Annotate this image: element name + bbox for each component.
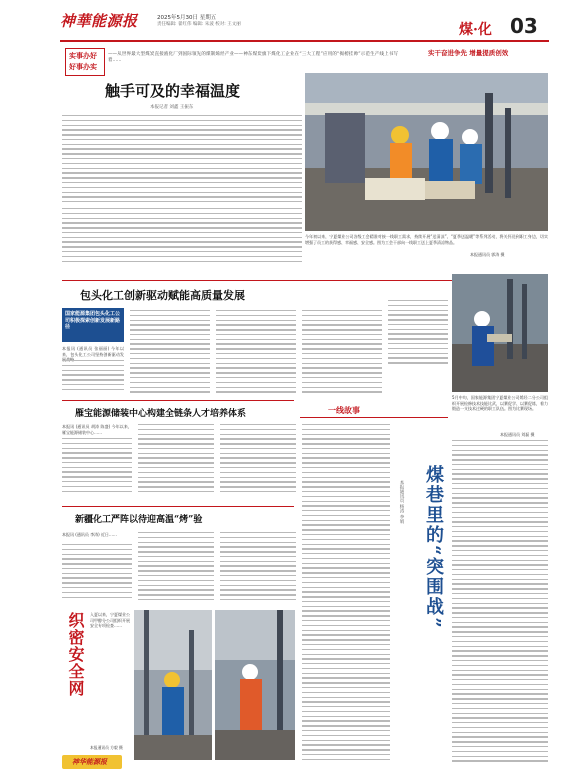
page-number: 03 [510,14,538,38]
slogan: 实干奋进争先 增量提质创效 [428,49,509,57]
feature3-title: 雁宝能源储装中心构建全链条人才培养体系 [75,409,247,419]
feature4-col1 [62,544,132,604]
feature2-lead: 本报讯 (通讯员 张丽丽) 今年以来，包头化工公司坚持创新驱动发 [62,346,124,357]
editor-line: 责任编辑: 翟红伟 编辑: 朱波 校对: 王文丽 [157,22,241,27]
feature2-badge [62,308,124,342]
section-one-rule [300,417,448,418]
feature4-col2 [138,532,214,604]
feature2-col5 [388,300,448,370]
column-label-line-1: 实事办好 [69,52,97,60]
side-photo [452,274,548,392]
feature3-col3 [220,424,296,498]
story-col2 [452,440,548,770]
feature1-photo-caption: 今年初以来，宁夏煤业公司各级工会精准对接一线职工需求，持续开展“送清凉”、“夏季送温暖”等系列活动，将关怀送到职工身边，切实增强了员工的获得感、幸福感、安全感。图为工会干部向一线职工送上夏季清凉物品。 [305,234,548,245]
footer-brand-text: 神华能源报 [72,758,107,766]
feature2-col4 [302,310,382,396]
bottom-caption: 入夏以来，宁夏煤业公司甲醇分公司组织开展安全专项检查…… [90,612,130,628]
section-one-label: 一线故事 [328,406,360,415]
bottom-photo-1 [134,610,212,760]
feature4-lead: 本报讯 (通讯员 李涛) 近日…… [62,532,117,537]
feature3-col1 [62,438,132,498]
story-author: 本报通讯员 杨涛 李娟 [399,480,404,524]
feature2-col2 [130,310,210,396]
feature1-title: 触手可及的幸福温度 [105,82,241,100]
masthead-rule [60,40,549,42]
side-caption: 5月中旬，国家能源集团宁夏煤业公司烯烃二分公司组织开展检修技术技能比武，以赛促学、以赛促练，着力锻造一支技术过硬的职工队伍。图为比赛现场。 [452,395,548,411]
feature4-col3 [220,532,296,604]
feature2-col3 [216,310,296,396]
feature4-rule [62,506,294,507]
feature1-photo [305,73,548,231]
masthead [0,0,570,44]
feature1-byline: 本报记者 刘鑫 王振东 [150,105,194,110]
feature4-title: 新疆化工严阵以待迎高温“烤”验 [75,515,203,525]
footer-brand-badge [62,755,122,769]
newspaper-logo: 神華能源报 [60,12,138,30]
feature2-rule [62,280,482,281]
bottom-photo-2 [215,610,295,760]
feature1-photo-credit: 本报通讯员 郭涛 摄 [470,252,505,257]
feature1-body-2 [62,208,302,266]
feature2-badge-text: 国家能源集团包头化工公司积极探索创新发展新路径 [65,311,121,330]
date-line: 2025年5月30日 星期五 [157,15,217,21]
intro-line: ——从世界最大型煤炭直接液化厂到国际领先的煤制烯烃产业——神东煤炭旗下煤化工企业在“三大工程”应用的“揭榜挂帅”示范生产线上书写着…… [108,52,398,63]
bottom-credit: 本报通讯员 方毅 摄 [90,745,123,750]
side-caption-credit: 本报通讯员 刘磊 摄 [500,432,535,437]
column-label-line-2: 好事办实 [69,63,97,71]
feature1-body [62,115,302,207]
feature2-col1 [62,360,124,395]
story-col1 [302,424,390,769]
feature3-lead: 本报讯 (通讯员 胡涛 陈盛) 今年以来，雁宝能源储装中心…… [62,424,132,435]
feature2-title: 包头化工创新驱动赋能高质量发展 [80,289,245,302]
story-vertical-title: 煤巷里的“突围战” [423,465,444,630]
section-label: 煤·化 [459,22,492,38]
vertical-column-title: 织密安全网 [66,612,85,697]
feature3-rule [62,400,294,401]
feature3-col2 [138,424,214,498]
